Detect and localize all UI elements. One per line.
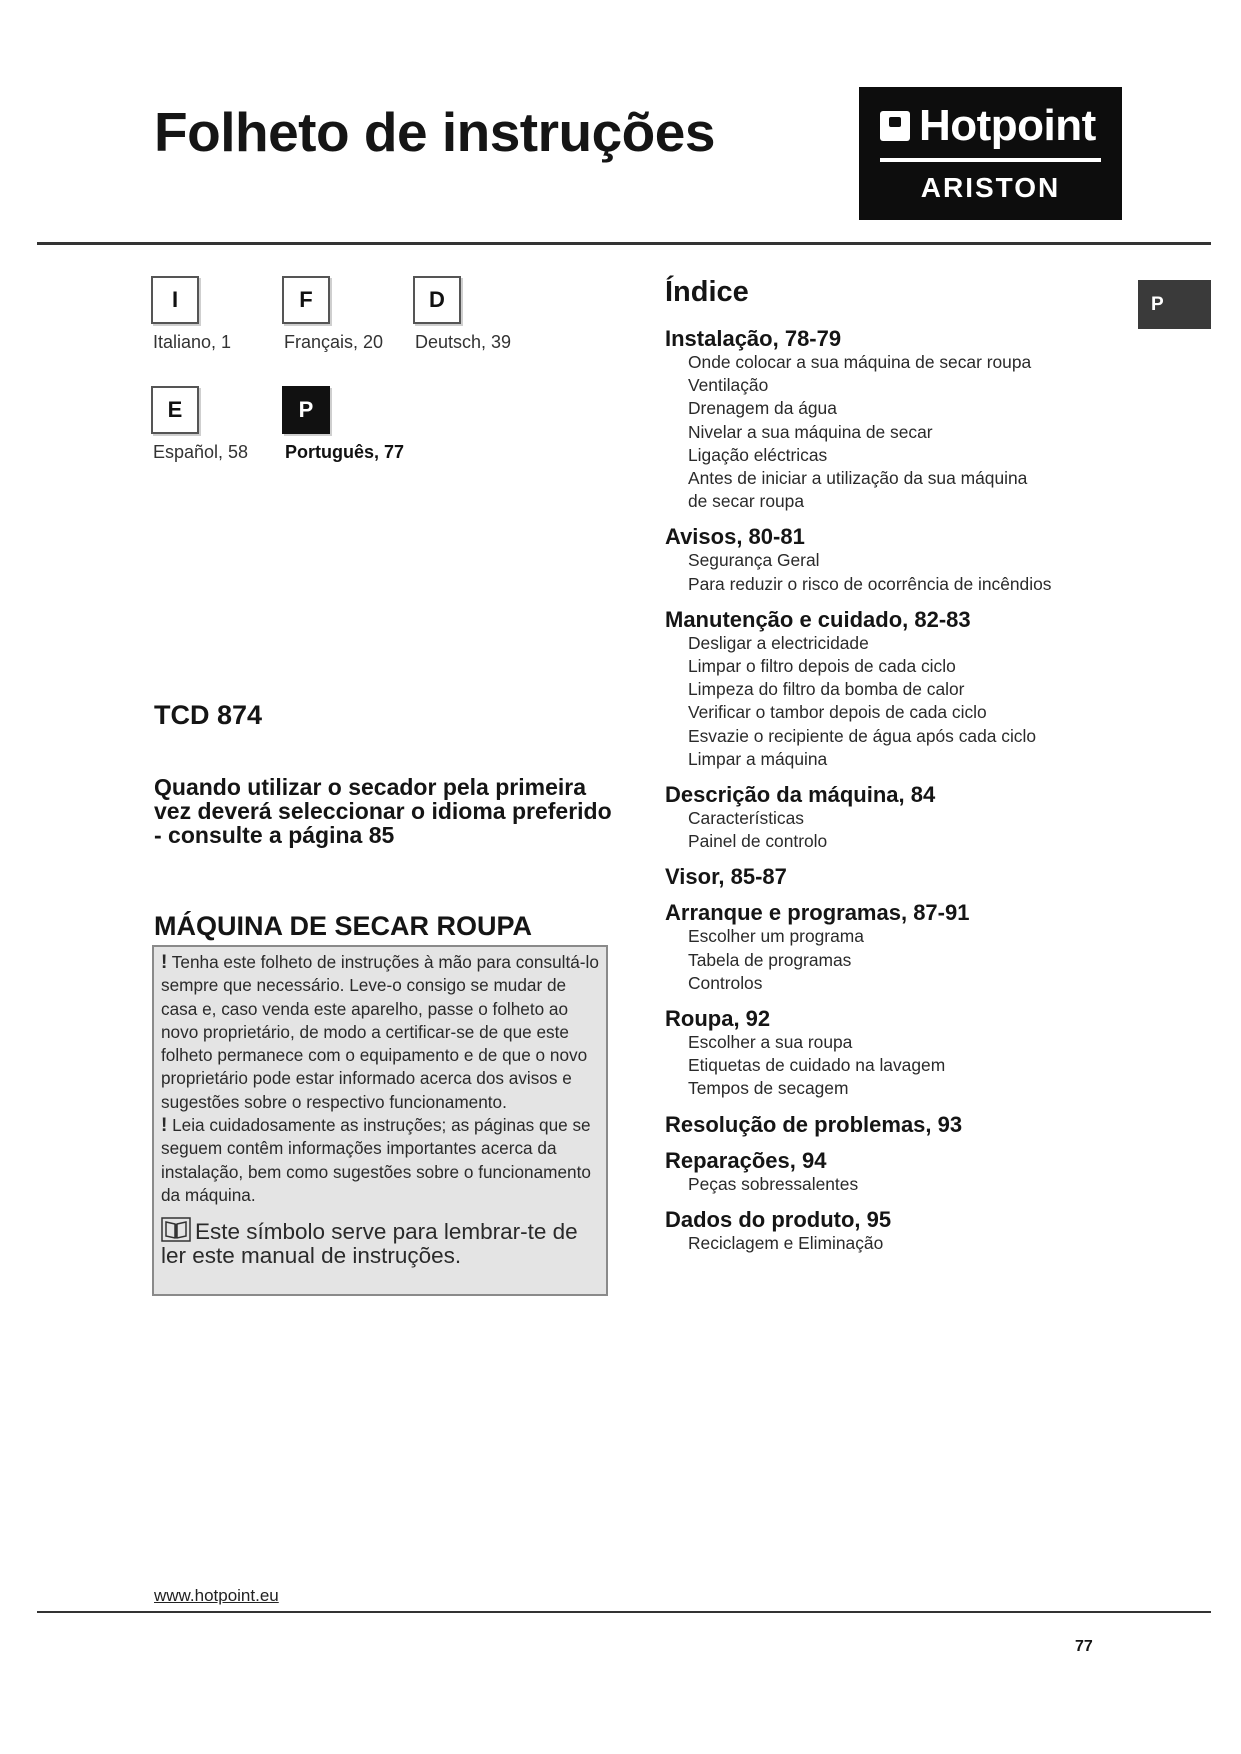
toc-section [665,607,1135,771]
warning-mark: ! [161,1115,168,1137]
toc-section-title[interactable]: Reparações, 94 [665,1147,827,1173]
warning-mark: ! [161,952,168,973]
toc-item[interactable]: Drenagem da água [688,398,837,419]
note-paragraph-keep [161,951,599,1114]
toc-item[interactable]: Verificar o tambor depois de cada ciclo [688,702,987,723]
toc-section-title[interactable]: Dados do produto, 95 [665,1206,892,1232]
note-paragraph-read [161,1114,599,1207]
table-of-contents [665,326,1135,1266]
toc-item[interactable]: Etiquetas de cuidado na lavagem [688,1055,946,1076]
language-box-german[interactable]: D [413,276,461,324]
logo-brand-text: Hotpoint [919,101,1096,150]
language-side-tab: P [1138,280,1211,329]
language-box-italian[interactable]: I [151,276,199,324]
toc-item[interactable]: Segurança Geral [688,550,820,571]
header-rule [37,242,1211,245]
instructions-note-box [152,945,608,1296]
toc-item[interactable]: Tempos de secagem [688,1078,849,1099]
toc-item[interactable]: Limpar o filtro depois de cada ciclo [688,656,956,677]
language-box-portuguese[interactable]: P [282,386,330,434]
machine-heading: MÁQUINA DE SECAR ROUPA [154,911,533,941]
toc-item[interactable]: Limpeza do filtro da bomba de calor [688,679,965,700]
language-label-german[interactable]: Deutsch, 39 [415,332,512,352]
language-label-portuguese[interactable]: Português, 77 [285,442,405,462]
toc-section [665,1006,1135,1101]
toc-section [665,782,1135,853]
language-box-french[interactable]: F [282,276,330,324]
model-number: TCD 874 [154,700,263,730]
toc-section [665,864,1135,889]
toc-section [665,326,1135,513]
index-title: Índice [665,276,749,308]
toc-item[interactable]: Painel de controlo [688,831,828,852]
toc-item[interactable]: de secar roupa [688,491,805,512]
manual-symbol-text: Este símbolo serve para lembrar-te de ler este manual de instruções. [161,1219,578,1269]
book-icon [161,1217,191,1242]
toc-section-title[interactable]: Visor, 85-87 [665,864,787,890]
toc-item[interactable]: Ligação eléctricas [688,444,828,465]
toc-section [665,524,1135,595]
toc-section [665,1148,1135,1196]
note-paragraph-read-text: Leia cuidadosamente as instruções; as páginas que se seguem contêm informações importantes acerca da instalação, bem como sugestões sobre o funcionamento da máquina. [161,1115,591,1205]
logo-mark-icon [880,111,910,141]
toc-item[interactable]: Onde colocar a sua máquina de secar roupa [688,352,1032,372]
toc-item[interactable]: Peças sobressalentes [688,1173,859,1194]
language-label-spanish[interactable]: Español, 58 [153,442,249,462]
toc-item[interactable]: Escolher um programa [688,926,864,947]
toc-section-title[interactable]: Descrição da máquina, 84 [665,782,936,808]
language-label-french[interactable]: Français, 20 [284,332,384,352]
toc-item[interactable]: Ventilação [688,375,769,396]
toc-item[interactable]: Para reduzir o risco de ocorrência de incêndios [688,573,1052,594]
toc-section-title[interactable]: Instalação, 78-79 [665,326,842,351]
footer-rule [37,1611,1211,1613]
hotpoint-ariston-logo [859,87,1122,220]
toc-section [665,1112,1135,1137]
toc-item[interactable]: Limpar a máquina [688,748,828,769]
document-title: Folheto de instruções [154,101,715,163]
manual-symbol-note [161,1217,599,1268]
toc-section-title[interactable]: Manutenção e cuidado, 82-83 [665,606,971,632]
toc-item[interactable]: Esvazie o recipiente de água após cada ciclo [688,725,1037,746]
toc-item[interactable]: Tabela de programas [688,949,852,970]
page-number: 77 [1075,1638,1093,1655]
toc-item[interactable]: Controlos [688,972,763,993]
toc-section-title[interactable]: Resolução de problemas, 93 [665,1111,963,1137]
toc-item[interactable]: Características [688,808,804,829]
toc-section-title[interactable]: Roupa, 92 [665,1006,771,1032]
toc-section-title[interactable]: Avisos, 80-81 [665,524,805,550]
toc-item[interactable]: Desligar a electricidade [688,632,869,653]
logo-divider [880,158,1101,162]
toc-item[interactable]: Nivelar a sua máquina de secar [688,421,933,442]
note-paragraph-keep-text: Tenha este folheto de instruções à mão para consultá-lo sempre que necessário. Leve-o consigo se mudar de casa e, caso venda este aparelho, passe o folheto ao novo proprietário, de modo a certificar-se de que este folheto permanece com o equipamento e de que o novo proprietário pode estar informado acerca dos avisos e sugestões sobre o respectivo funcionamento. [161,952,599,1112]
toc-item[interactable]: Escolher a sua roupa [688,1032,853,1053]
language-label-italian[interactable]: Italiano, 1 [153,332,232,352]
first-use-note: Quando utilizar o secador pela primeira vez deverá seleccionar o idioma preferido - consulte a página 85 [154,774,612,848]
toc-section [665,1207,1135,1255]
website-link[interactable]: www.hotpoint.eu [154,1586,279,1605]
toc-section [665,900,1135,995]
toc-item[interactable]: Reciclagem e Eliminação [688,1232,884,1253]
toc-item[interactable]: Antes de iniciar a utilização da sua máquina [688,468,1028,489]
logo-sub-text: ARISTON [920,172,1061,203]
toc-section-title[interactable]: Arranque e programas, 87-91 [665,900,970,926]
language-box-spanish[interactable]: E [151,386,199,434]
